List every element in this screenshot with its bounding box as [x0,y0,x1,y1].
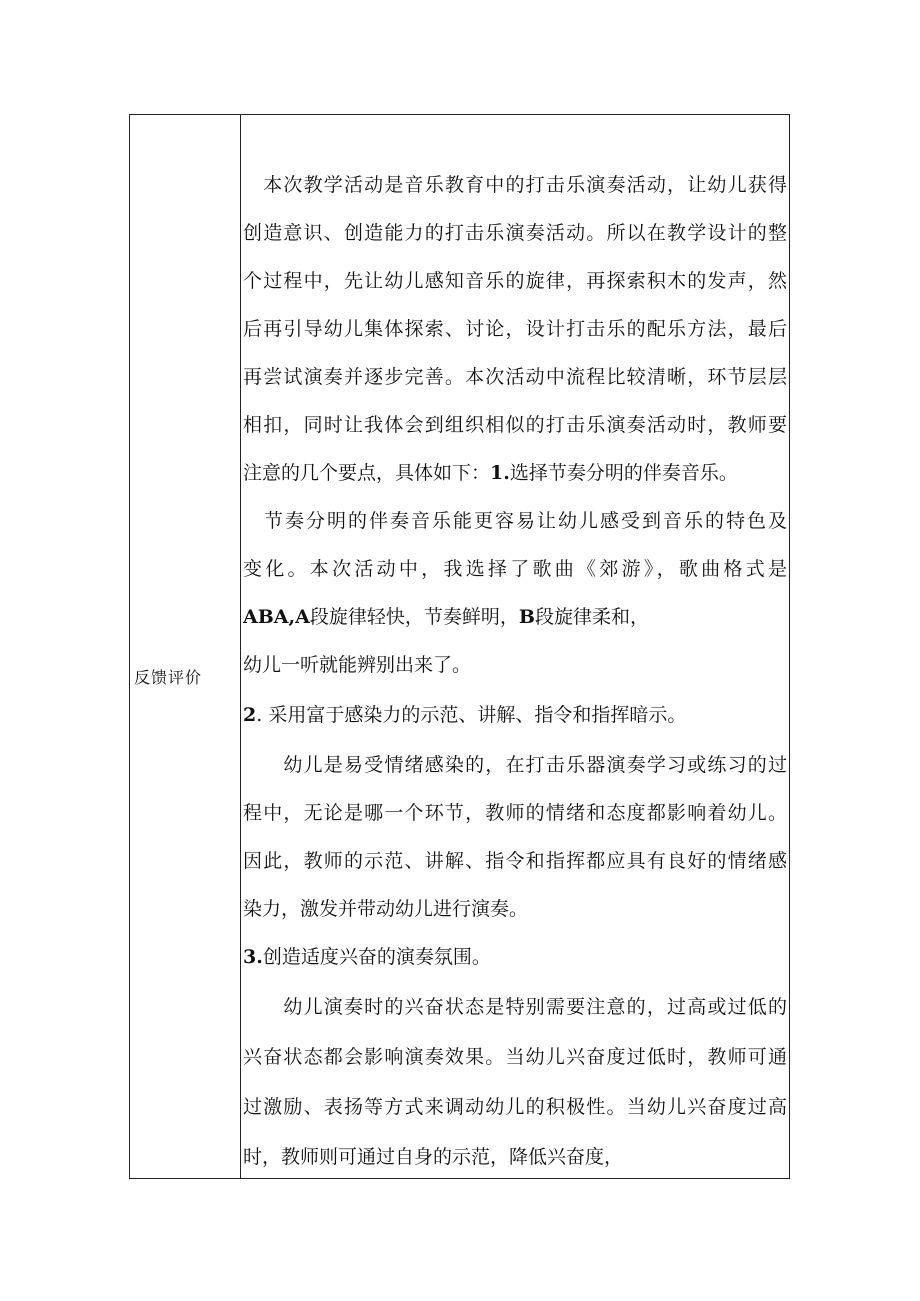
text-line: 因此，教师的示范、讲解、指令和指挥都应具有良好的情绪感 [243,850,787,872]
text-line: 兴奋状态都会影响演奏效果。当幼儿兴奋度过低时，教师可通 [243,1046,787,1068]
text-run: . 采用富于感染力的示范、讲解、指令和指挥暗示。 [256,704,687,726]
row-label: 反馈评价 [134,668,203,687]
text-run: 创造适度兴奋的演奏氛围。 [262,946,491,968]
text-line: 时，教师则可通过自身的示范，降低兴奋度， [243,1146,624,1168]
text-line: 再尝试演奏并逐步完善。本次活动中流程比较清晰，环节层层 [243,366,787,388]
text-bold: B [518,606,535,628]
text-line: 幼儿一听就能辨别出来了。 [243,654,472,676]
evaluation-table [129,114,790,1179]
text-line: 个过程中，先让幼儿感知音乐的旋律，再探索积木的发声，然 [243,270,787,292]
text-line: 节奏分明的伴奏音乐能更容易让幼儿感受到音乐的特色及 [243,510,787,532]
content-cell [241,115,789,1178]
text-run: 段旋律轻快，节奏鲜明， [309,606,519,628]
text-line: 幼儿演奏时的兴奋状态是特别需要注意的，过高或过低的 [243,996,787,1018]
text-run: 选择节奏分明的伴奏音乐。 [509,462,738,484]
text-line: 染力，激发并带动幼儿进行演奏。 [243,898,529,920]
text-line: 本次教学活动是音乐教育中的打击乐演奏活动，让幼儿获得 [243,174,787,196]
text-line [243,945,787,969]
text-run: 注意的几个要点，具体如下： [243,462,491,484]
text-line: 过激励、表扬等方式来调动幼儿的积极性。当幼儿兴奋度过高 [243,1096,787,1118]
label-cell [130,115,241,1178]
text-run: 段旋律柔和， [534,606,649,628]
list-number: 2 [243,704,257,726]
text-line: 变化。本次活动中，我选择了歌曲《郊游》，歌曲格式是 [243,558,787,580]
list-number: 3. [243,946,263,968]
text-line: 程中，无论是哪一个环节，教师的情绪和态度都影响着幼儿。 [243,802,787,824]
text-line: 后再引导幼儿集体探索、讨论，设计打击乐的配乐方法，最后 [243,318,787,340]
text-line: 创造意识、创造能力的打击乐演奏活动。所以在教学设计的整 [243,222,787,244]
text-line [243,461,787,485]
text-line [243,703,787,727]
list-number: 1. [490,462,510,484]
text-bold: ABA,A [243,606,310,628]
text-line: 相扣，同时让我体会到组织相似的打击乐演奏活动时，教师要 [243,414,787,436]
text-line: 幼儿是易受情绪感染的，在打击乐器演奏学习或练习的过 [243,754,787,776]
text-line [243,605,787,629]
